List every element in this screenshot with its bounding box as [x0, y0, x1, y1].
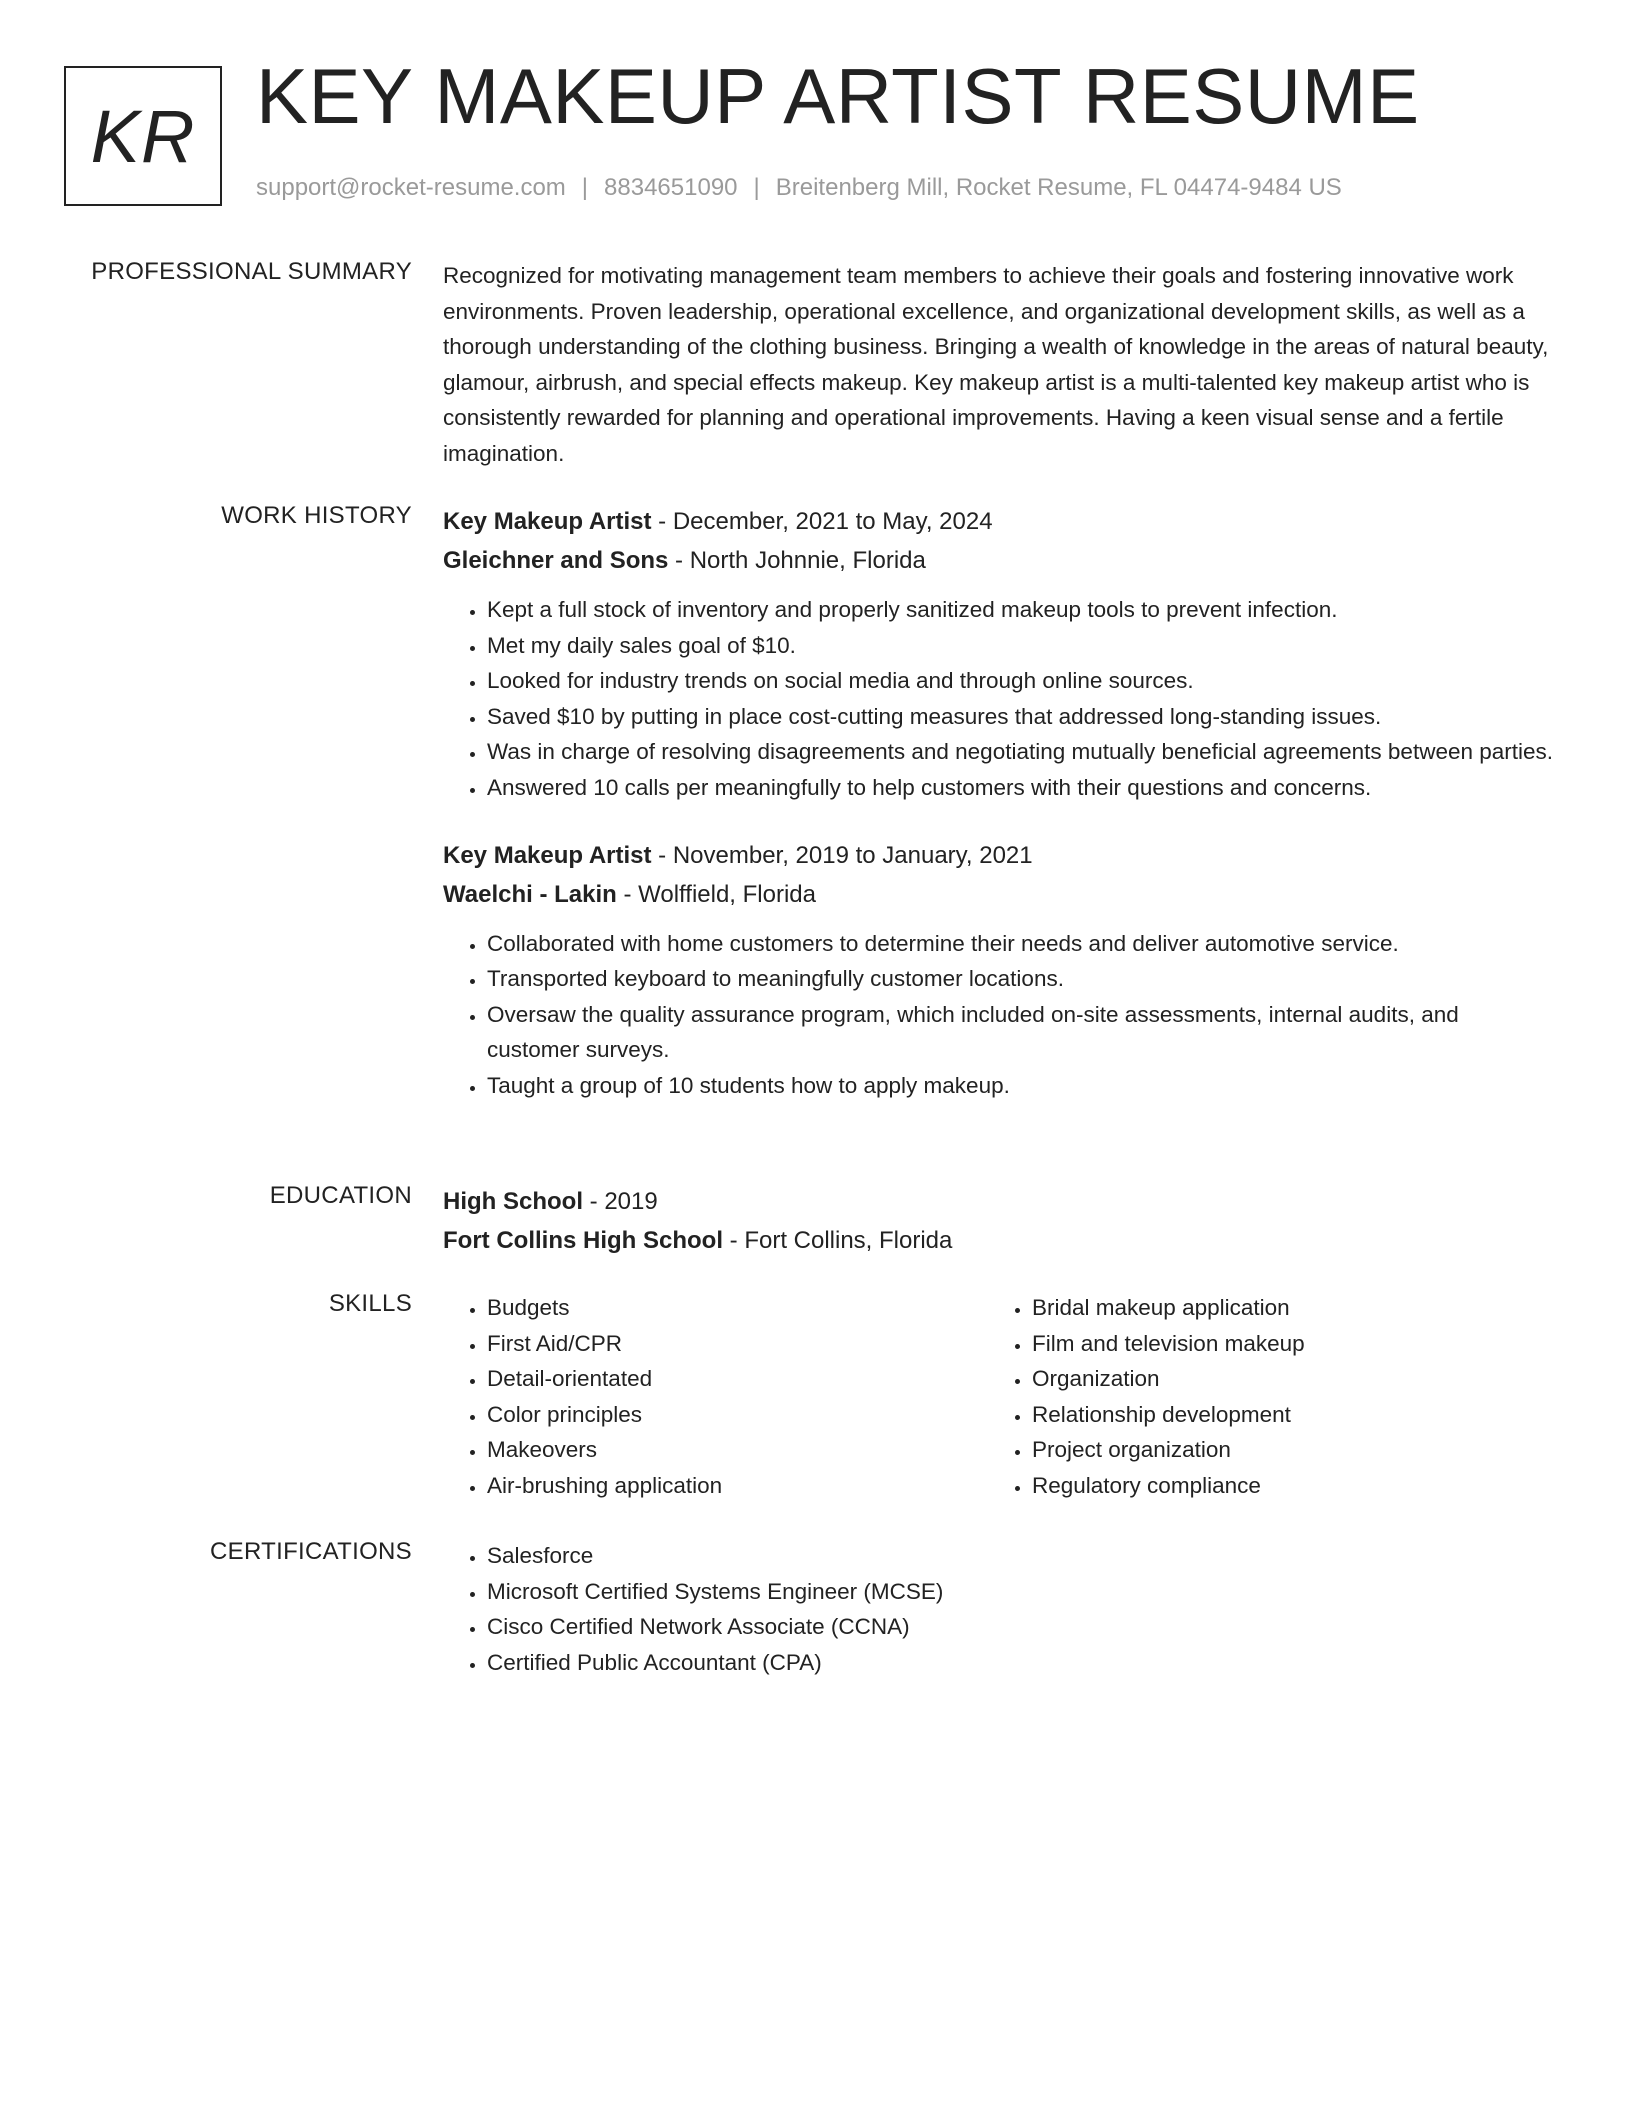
job-company: Waelchi - Lakin [443, 880, 617, 908]
education-school-line [443, 1221, 1555, 1260]
skill-item: • Makeovers [487, 1432, 988, 1468]
certification-item: • Certified Public Accountant (CPA) [487, 1645, 1555, 1681]
job-duty: • Answered 10 calls per meaningfully to help customers with their questions and concerns. [487, 770, 1555, 806]
education-location: - Fort Collins, Florida [722, 1227, 953, 1254]
job-company: Gleichner and Sons [443, 547, 669, 574]
certification-item: • Cisco Certified Network Associate (CCNA) [487, 1609, 1555, 1645]
skills-body [443, 1290, 1555, 1504]
certifications-body [443, 1538, 1555, 1680]
certification-item: • Microsoft Certified Systems Engineer (MCSE) [487, 1574, 1555, 1610]
section-label-summary: PROFESSIONAL SUMMARY [91, 258, 412, 285]
skill-item: • Budgets [487, 1290, 988, 1326]
job-title: Key Makeup Artist [443, 508, 652, 535]
job-location: - Wolffield, Florida [616, 880, 816, 908]
job-company-line [443, 875, 1555, 914]
contact-email: support@rocket-resume.com [256, 174, 566, 201]
job-entry [443, 836, 1555, 1104]
certification-item: • Salesforce [487, 1538, 1555, 1574]
skill-item: • Organization [1032, 1361, 1533, 1397]
job-duty: • Collaborated with home customers to determine their needs and deliver automotive service. [487, 926, 1555, 962]
job-duty: • Taught a group of 10 students how to apply makeup. [487, 1068, 1555, 1104]
job-duty: • Looked for industry trends on social media and through online sources. [487, 663, 1555, 699]
job-duty: • Kept a full stock of inventory and properly sanitized makeup tools to prevent infection. [487, 592, 1555, 628]
job-duty: • Was in charge of resolving disagreements and negotiating mutually beneficial agreements between parties. [487, 734, 1555, 770]
job-duty: • Met my daily sales goal of $10. [487, 628, 1555, 664]
skill-item: • First Aid/CPR [487, 1326, 988, 1362]
job-duty: • Oversaw the quality assurance program, which included on-site assessments, internal audits, and customer surveys. [487, 997, 1555, 1068]
job-title-line [443, 502, 1555, 541]
job-duty: • Saved $10 by putting in place cost-cutting measures that addressed long-standing issues. [487, 699, 1555, 735]
education-body [443, 1182, 1555, 1260]
contact-address: Breitenberg Mill, Rocket Resume, FL 04474-9484 US [775, 174, 1342, 201]
monogram-box [64, 66, 222, 206]
certifications-list [443, 1538, 1555, 1680]
job-dates: - December, 2021 to May, 2024 [651, 508, 993, 535]
education-degree: High School [443, 1188, 583, 1215]
summary-text: Recognized for motivating management team members to achieve their goals and fostering innovative work environments. Proven leadership, operational excellence, and organizational development skills, as well as a thorough understanding of the clothing business. Bringing a wealth of knowledge in the areas of natural beauty, glamour, airbrush, and special effects makeup. Key makeup artist is a multi-talented key makeup artist who is consistently rewarded for planning and operational improvements. Having a keen visual sense and a fertile imagination. [443, 263, 1549, 466]
education-year: - 2019 [583, 1188, 658, 1215]
work-history-body [443, 502, 1555, 1104]
job-entry [443, 502, 1555, 806]
skills-list [443, 1290, 988, 1504]
skills-column-right [988, 1290, 1533, 1504]
section-label-work-history: WORK HISTORY [221, 502, 412, 529]
skill-item: • Air-brushing application [487, 1468, 988, 1504]
skill-item: • Project organization [1032, 1432, 1533, 1468]
contact-phone: 8834651090 [604, 174, 738, 201]
skill-item: • Relationship development [1032, 1397, 1533, 1433]
job-duties-list [443, 926, 1555, 1104]
skill-item: • Bridal makeup application [1032, 1290, 1533, 1326]
job-location: - North Johnnie, Florida [668, 547, 926, 574]
education-degree-line [443, 1182, 1555, 1221]
skill-item: • Film and television makeup [1032, 1326, 1533, 1362]
section-label-certifications: CERTIFICATIONS [210, 1538, 412, 1565]
job-duty: • Transported keyboard to meaningfully customer locations. [487, 961, 1555, 997]
job-dates: - November, 2019 to January, 2021 [651, 841, 1033, 869]
summary-body [443, 258, 1555, 472]
job-title: Key Makeup Artist [443, 841, 652, 869]
skills-grid [443, 1290, 1555, 1504]
job-title-line [443, 836, 1555, 875]
job-duties-list [443, 592, 1555, 806]
section-label-education: EDUCATION [269, 1182, 412, 1209]
skill-item: • Regulatory compliance [1032, 1468, 1533, 1504]
monogram-initials: KR [90, 94, 196, 178]
contact-separator: | [581, 174, 589, 201]
job-company-line [443, 541, 1555, 580]
skill-item: • Detail-orientated [487, 1361, 988, 1397]
skills-column-left [443, 1290, 988, 1504]
contact-line [256, 174, 1342, 202]
education-school: Fort Collins High School [443, 1227, 723, 1254]
skills-list [988, 1290, 1533, 1504]
skill-item: • Color principles [487, 1397, 988, 1433]
section-label-skills: SKILLS [328, 1290, 412, 1317]
resume-title: KEY MAKEUP ARTIST RESUME [256, 52, 1420, 140]
contact-separator: | [753, 174, 760, 201]
